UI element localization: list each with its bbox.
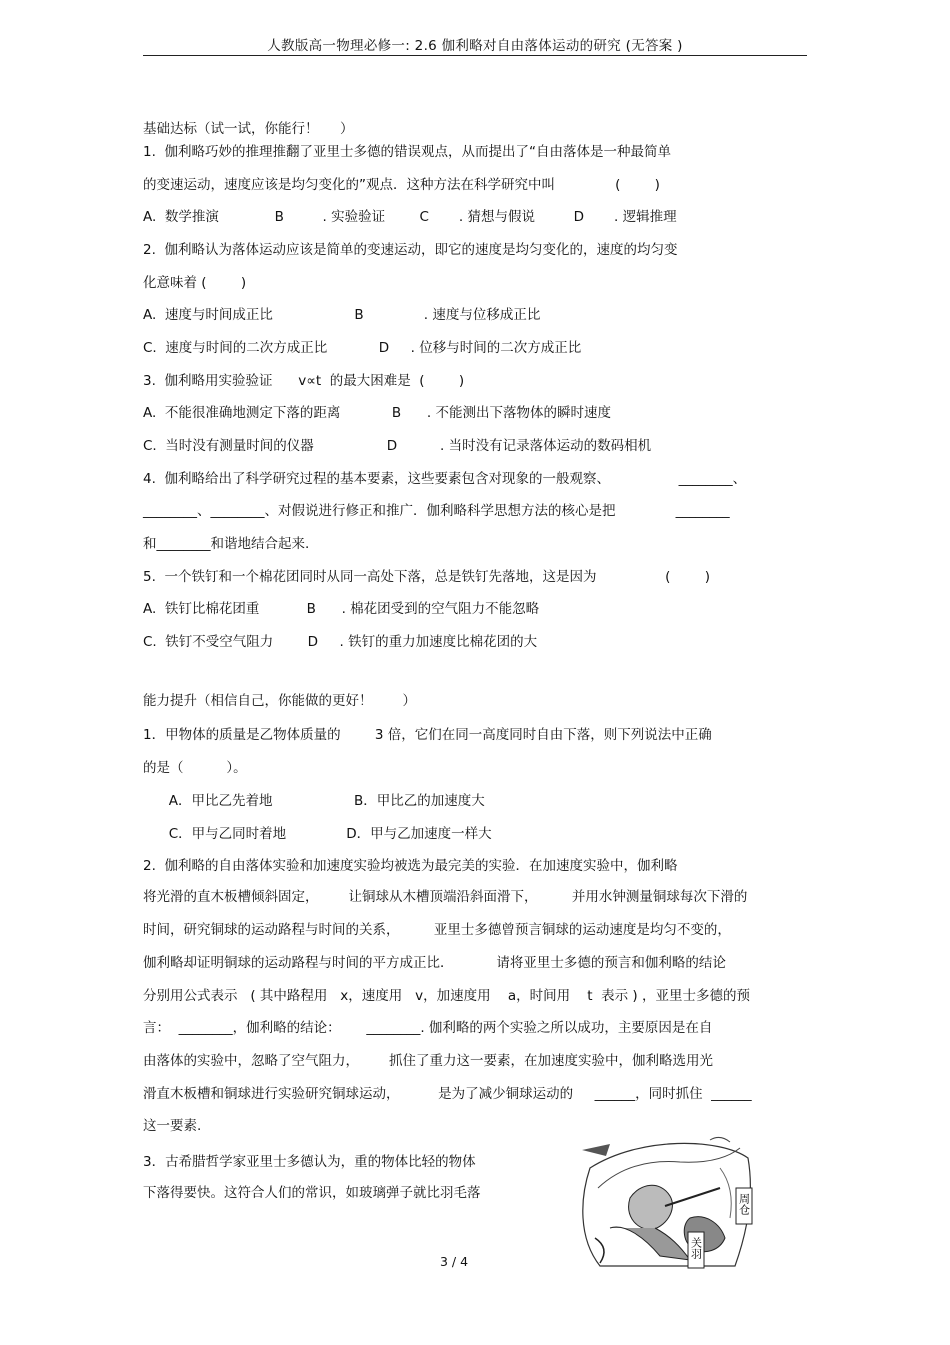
question-text: 化意味着 ( ) (143, 275, 247, 291)
answer-options: A. 不能很准确地测定下落的距离 B . 不能测出下落物体的瞬时速度 (143, 405, 611, 421)
question-text: 5. 一个铁钉和一个棉花团同时从同一高处下落，总是铁钉先落地，这是因为 ( ) (143, 569, 710, 585)
question-text: 滑直木板槽和铜球进行实验研究铜球运动， 是为了减少铜球运动的 ______，同时抓住 ______ (143, 1086, 752, 1102)
question-text: 这一要素. (143, 1118, 202, 1134)
question-text: 和________和谐地结合起来. (143, 536, 310, 552)
question-text: 将光滑的直木板槽倾斜固定， 让铜球从木槽顶端沿斜面滑下， 并用水钟测量铜球每次下滑的 (143, 889, 748, 905)
header-divider (143, 55, 807, 56)
question-text: 分别用公式表示 ( 其中路程用 x，速度用 v，加速度用 a，时间用 t 表示 ) ，亚里士多德的预 (143, 988, 750, 1004)
section-title-basic: 基础达标（试一试，你能行！ ） (143, 121, 354, 137)
question-text: 伽利略却证明铜球的运动路程与时间的平方成正比． 请将亚里士多德的预言和伽利略的结论 (143, 955, 726, 971)
question-text: ________、________、对假说进行修正和推广．伽利略科学思想方法的核心是把 ________ (143, 503, 730, 519)
guan-yu-zhou-cang-illustration (570, 1128, 760, 1270)
question-text: 由落体的实验中，忽略了空气阻力， 抓住了重力这一要素，在加速度实验中，伽利略选用光 (143, 1053, 714, 1069)
question-text: 的是（ ）。 (143, 760, 247, 776)
question-text: 1．甲物体的质量是乙物体质量的 3 倍，它们在同一高度同时自由下落，则下列说法中正确 (143, 727, 712, 743)
label-guan-yu: 关羽 (689, 1237, 703, 1259)
question-text: 言： ________，伽利略的结论： ________. 伽利略的两个实验之所以成功，主要原因是在自 (143, 1020, 713, 1036)
answer-options: C．甲与乙同时着地 D．甲与乙加速度一样大 (143, 826, 492, 842)
question-text: 3．古希腊哲学家亚里士多德认为，重的物体比轻的物体 (143, 1154, 476, 1170)
label-zhou-cang: 周仓 (737, 1193, 751, 1215)
question-text: 4. 伽利略给出了科学研究过程的基本要素，这些要素包含对现象的一般观察、 ________、 (143, 471, 747, 487)
page-number: 3 / 4 (440, 1254, 469, 1269)
answer-options: A. 铁钉比棉花团重 B . 棉花团受到的空气阻力不能忽略 (143, 601, 540, 617)
answer-options: C. 当时没有测量时间的仪器 D . 当时没有记录落体运动的数码相机 (143, 438, 652, 454)
question-text: 2. 伽利略认为落体运动应该是简单的变速运动，即它的速度是均匀变化的，速度的均匀变 (143, 242, 678, 258)
question-text: 时间，研究铜球的运动路程与时间的关系， 亚里士多德曾预言铜球的运动速度是均匀不变的， (143, 922, 731, 938)
question-text: 3. 伽利略用实验验证 v∝t 的最大困难是 ( ) (143, 373, 465, 389)
question-text: 的变速运动，速度应该是均匀变化的”观点．这种方法在科学研究中叫 ( ) (143, 177, 660, 193)
section-title-advanced: 能力提升（相信自己，你能做的更好！ ） (143, 693, 417, 709)
answer-options: C. 速度与时间的二次方成正比 D . 位移与时间的二次方成正比 (143, 340, 582, 356)
answer-options: A．甲比乙先着地 B．甲比乙的加速度大 (143, 793, 485, 809)
question-text: 2. 伽利略的自由落体实验和加速度实验均被选为最完美的实验．在加速度实验中，伽利略 (143, 858, 678, 874)
question-text: 1. 伽利略巧妙的推理推翻了亚里士多德的错误观点，从而提出了“自由落体是一种最简单 (143, 144, 671, 160)
answer-options: C. 铁钉不受空气阻力 D . 铁钉的重力加速度比棉花团的大 (143, 634, 538, 650)
answer-options: A. 速度与时间成正比 B . 速度与位移成正比 (143, 307, 541, 323)
question-text: 下落得要快。这符合人们的常识，如玻璃弹子就比羽毛落 (143, 1185, 481, 1201)
page-header-title: 人教版高一物理必修一: 2.6 伽利略对自由落体运动的研究 (无答案 ) (267, 38, 683, 54)
answer-options: A. 数学推演 B . 实验验证 C . 猜想与假说 D . 逻辑推理 (143, 209, 677, 225)
